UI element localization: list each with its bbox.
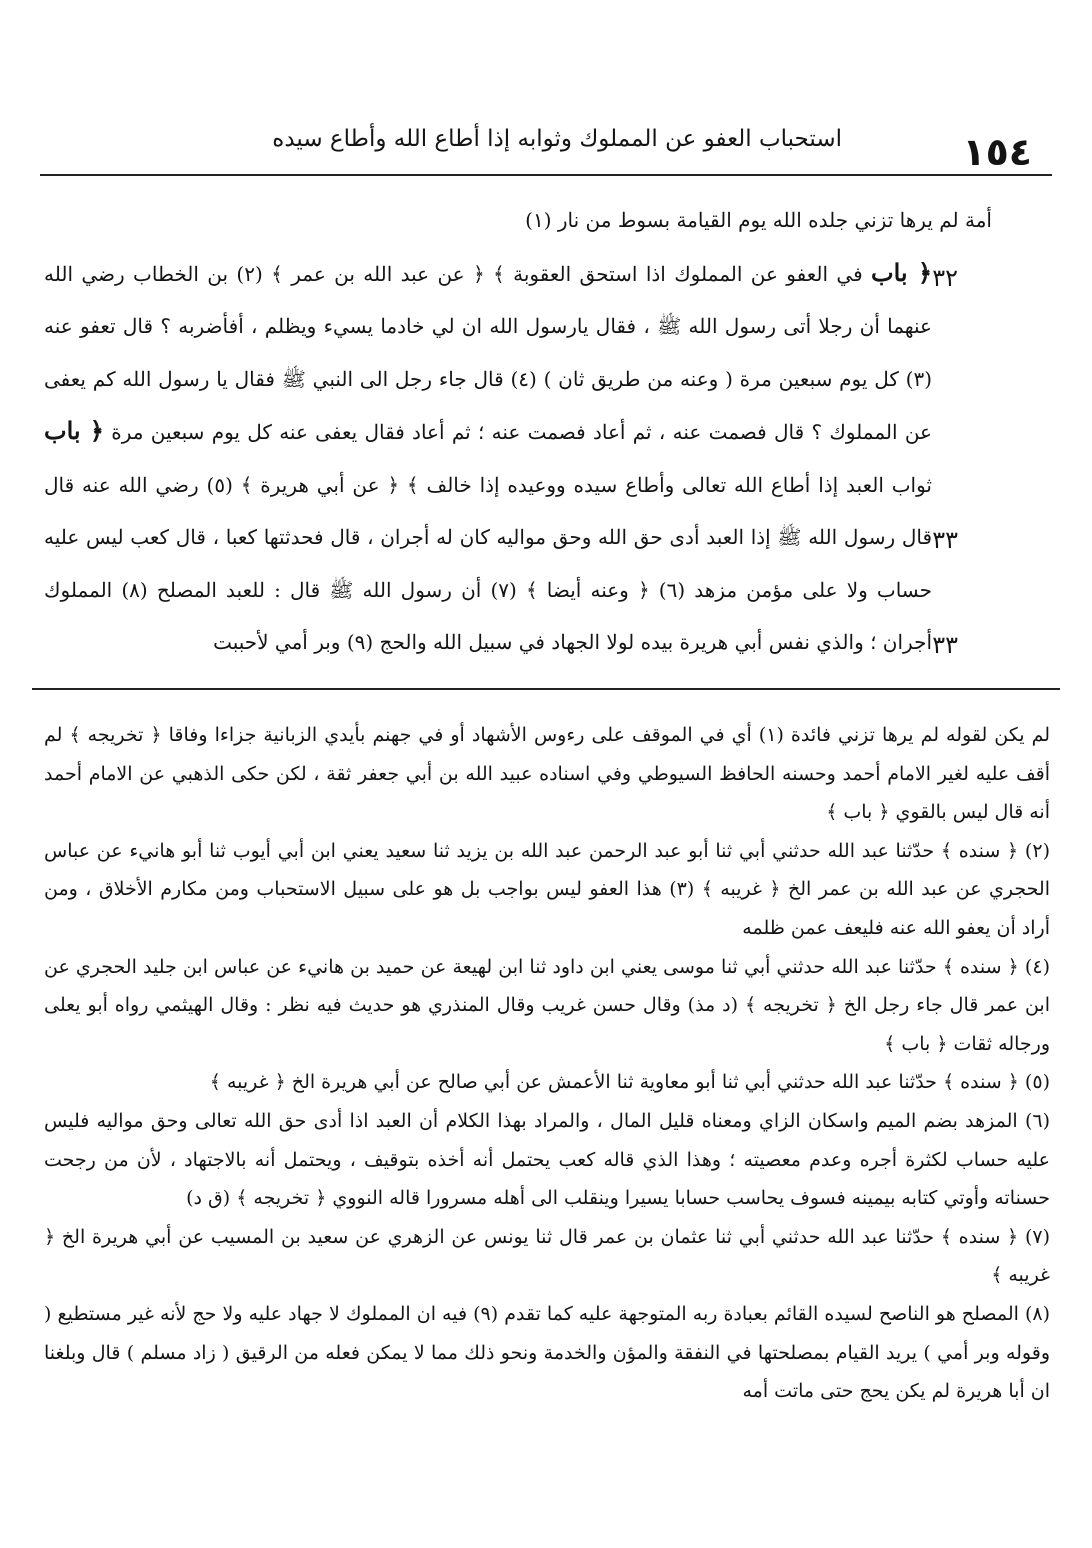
page-number: ١٥٤ <box>962 130 1032 174</box>
chapter-paragraph <box>44 247 932 669</box>
running-title: استحباب العفو عن المملوك وثوابه إذا أطاع الله وأطاع سيده <box>272 126 842 152</box>
intro-line: أمة لم يرها تزني جلده الله يوم القيامة بسوط من نار (١) <box>525 208 992 232</box>
bab-heading: ﴿ باب <box>44 416 104 445</box>
hadith-number: ٣٣ <box>932 526 958 554</box>
hadith-number: ٣٢ <box>932 264 958 292</box>
footnote-divider <box>32 688 1060 690</box>
footnotes <box>44 716 1050 1411</box>
hadith-number: ٣٣ <box>932 631 958 659</box>
page-header <box>40 112 1052 176</box>
chapter-text: في العفو عن المملوك اذا استحق العقوبة ﴾ ﴿ عن عبد الله بن عمر ﴾ (٢) بن الخطاب رضي الله عنهما أن رجلا أتى رسول الله ﷺ ، فقال يارسول الله ان لي خادما يسيء ويظلم ، أفأضربه ؟ قال تعفو عنه (٣) كل يوم سبعين مرة ( وعنه من طريق ثان ) (٤) قال جاء رجل الى النبي ﷺ فقال يا رسول الله كم يعفى عن المملوك ؟ قال فصمت عنه ، ثم أعاد فصمت عنه ؛ ثم أعاد فقال يعفى عنه كل يوم سبعين مرة <box>44 261 932 444</box>
chapter-text: ثواب العبد إذا أطاع الله تعالى وأطاع سيده ووعيده إذا خالف ﴾ ﴿ عن أبي هريرة ﴾ (٥) رضي الله عنه قال قال رسول الله ﷺ إذا العبد أدى حق الله وحق مواليه كان له أجران ، قال فحدثتها كعبا ، قال كعب ليس عليه حساب ولا على مؤمن مزهد (٦) ﴿ وعنه أيضا ﴾ (٧) أن رسول الله ﷺ قال : للعبد المصلح (٨) المملوك أجران ؛ والذي نفس أبي هريرة بيده لولا الجهاد في سبيل الله والحج (٩) وبر أمي لأحببت <box>44 472 933 654</box>
footnote: (٧) ﴿ سنده ﴾ حدّثنا عبد الله حدثني أبي ثنا عثمان بن عمر قال ثنا يونس عن الزهري عن سعيد بن المسيب عن أبي هريرة الخ ﴿ غريبه ﴾ <box>44 1225 1050 1287</box>
footnote: (٢) ﴿ سنده ﴾ حدّثنا عبد الله حدثني أبي ثنا أبو عبد الرحمن عبد الله بن يزيد ثنا سعيد يعني ابن أبي أيوب ثنا أبو هانيء عن عباس الحجري عن عبد الله بن عمر الخ ﴿ غريبه ﴾ (٣) هذا العفو ليس بواجب بل هو على سبيل الاستحباب ومن مكارم الأخلاق ، ومن أراد أن يعفو الله عنه فليعف عمن ظلمه <box>44 839 1050 939</box>
footnote: (٦) المزهد بضم الميم واسكان الزاي ومعناه قليل المال ، والمراد بهذا الكلام أن العبد اذا أدى حق الله تعالى وحق مواليه فليس عليه حساب لكثرة أجره وعدم معصيته ؛ وهذا الذي قاله كعب يحتمل أنه أخذه بتوقيف ، ويحتمل أنه بالاجتهاد ، لأن من رجحت حسناته وأوتي كتابه بيمينه فسوف يحاسب حسابا يسيرا وينقلب الى أهله مسرورا قاله النووي ﴿ تخريجه ﴾ (ق د) <box>44 1109 1050 1210</box>
main-text <box>44 194 992 669</box>
footnote: (٨) المصلح هو الناصح لسيده القائم بعبادة ربه المتوجهة عليه كما تقدم (٩) فيه ان المملوك لا جهاد عليه ولا حج لأنه غير مستطيع ( وقوله وبر أمي ) يريد القيام بمصلحتها في النفقة والمؤن والخدمة ونحو ذلك مما لا يمكن فعله من الرقيق ( زاد مسلم ) قال وبلغنا ان أبا هريرة لم يكن يحج حتى ماتت أمه <box>44 1302 1051 1403</box>
footnote: (٥) ﴿ سنده ﴾ حدّثنا عبد الله حدثني أبي ثنا أبو معاوية ثنا الأعمش عن أبي صالح عن أبي هريرة الخ ﴿ غريبه ﴾ <box>209 1071 1050 1094</box>
footnote: لم يكن لقوله لم يرها تزني فائدة (١) أي في الموقف على رءوس الأشهاد أو في جهنم بأيدي الزبانية جزاءا وفاقا ﴿ تخريجه ﴾ لم أقف عليه لغير الامام أحمد وحسنه الحافظ السيوطي وفي اسناده عبيد الله بن أبي جعفر ثقة ، لكن حكى الذهبي عن الامام أحمد أنه قال ليس بالقوي ﴿ باب ﴾ <box>44 724 1051 824</box>
footnote: (٤) ﴿ سنده ﴾ حدّثنا عبد الله حدثني أبي ثنا موسى يعني ابن داود ثنا ابن لهيعة عن حميد بن هانيء عن عباس ابن جليد الحجري عن ابن عمر قال جاء رجل الخ ﴿ تخريجه ﴾ (د مذ) وقال حسن غريب وقال المنذري هو حديث فيه نظر : وقال الهيثمي رواه أبو يعلى ورجاله ثقات ﴿ باب ﴾ <box>44 955 1050 1055</box>
bab-heading: ﴿ باب <box>871 257 933 287</box>
